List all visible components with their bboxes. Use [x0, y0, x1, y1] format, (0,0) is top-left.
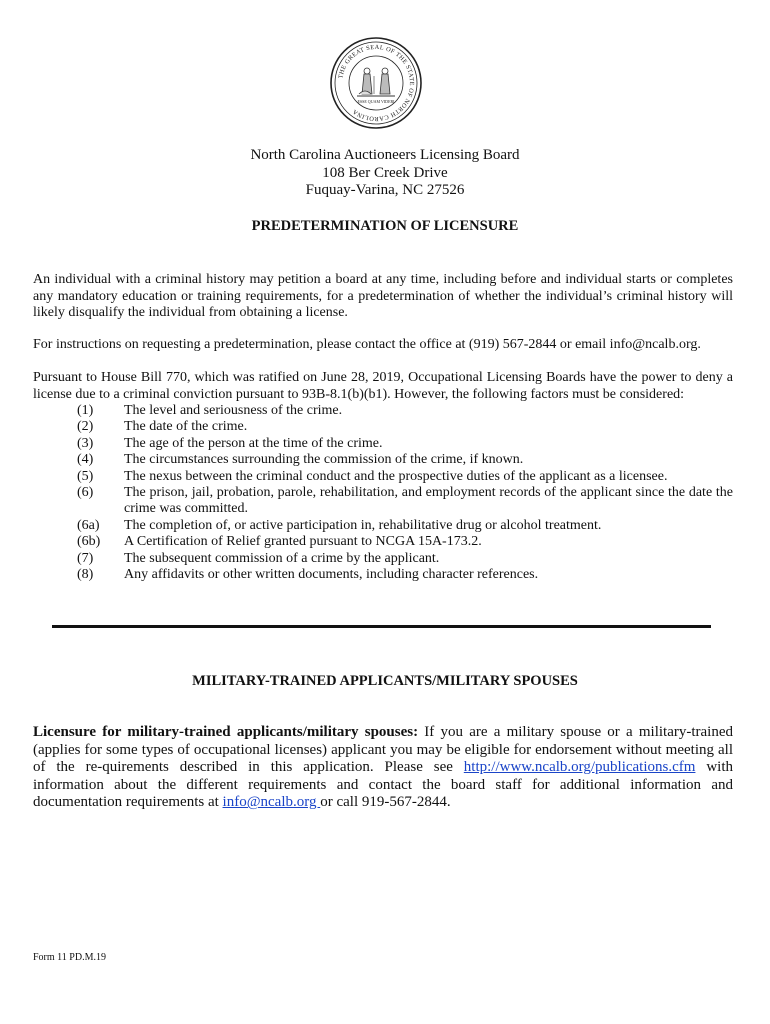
- military-text-1: If you are a military spouse or a military-trained (applies for some types of occupational licenses) applicant you may be eligible for endorsement without meeting all of the re-quirements described in this application. Please see: [33, 724, 733, 776]
- military-text-3: or call 919-567-2844.: [320, 794, 451, 811]
- factor-text: The nexus between the criminal conduct and the prospective duties of the applicant as a licensee.: [124, 468, 668, 484]
- factor-number: (1): [77, 403, 94, 418]
- factor-text: The level and seriousness of the crime.: [124, 403, 343, 418]
- address-line-2: Fuquay-Varina, NC 27526: [305, 182, 465, 198]
- list-item: [77, 518, 733, 534]
- paragraph-petition: An individual with a criminal history may petition a board at any time, including before and individual starts or completes any mandatory education or training requirements, for a predetermination of whether the individual’s criminal history will likely disqualify the individual from obtaining a license.: [33, 272, 733, 320]
- letterhead: [0, 147, 770, 200]
- paragraph-house-bill: Pursuant to House Bill 770, which was ratified on June 28, 2019, Occupational Licensing Boards have the power to deny a license due to a criminal conviction pursuant to 93B-8.1(b)(b1). However, the following factors must be considered:: [33, 370, 733, 402]
- military-section-title: MILITARY-TRAINED APPLICANTS/MILITARY SPOUSES: [192, 673, 578, 689]
- seal-ring-text: THE GREAT SEAL OF THE STATE OF NORTH CAROLINA: [337, 43, 416, 123]
- factor-text: The prison, jail, probation, parole, rehabilitation, and employment records of the applicant since the date the crime was committed.: [124, 485, 733, 517]
- factor-text: Any affidavits or other written documents, including character references.: [124, 567, 539, 583]
- section-divider: [52, 625, 711, 628]
- factor-number: (2): [77, 419, 94, 435]
- list-item: [77, 469, 733, 485]
- factor-number: (7): [77, 550, 94, 566]
- list-item: [77, 485, 733, 518]
- factor-text: The subsequent commission of a crime by the applicant.: [124, 550, 440, 566]
- military-text-2: with information about the different requirements and contact the board staff for additional information and documentation requirements at: [33, 759, 733, 811]
- list-item: [77, 436, 733, 452]
- state-seal-icon: [329, 36, 423, 130]
- factor-number: (4): [77, 452, 94, 468]
- address-line-1: 108 Ber Creek Drive: [322, 164, 448, 181]
- factor-text: The completion of, or active participation in, rehabilitative drug or alcohol treatment.: [124, 517, 602, 533]
- email-link[interactable]: info@ncalb.org: [222, 794, 321, 811]
- factor-number: (5): [77, 468, 94, 484]
- list-item: [77, 452, 733, 468]
- list-item: [77, 534, 733, 550]
- factor-number: (6b): [77, 534, 101, 550]
- publications-link[interactable]: http://www.ncalb.org/publications.cfm: [463, 759, 696, 776]
- paragraph-military: [33, 724, 733, 812]
- list-item: [77, 403, 733, 419]
- org-name: North Carolina Auctioneers Licensing Board: [250, 147, 520, 163]
- factor-number: (6): [77, 485, 94, 501]
- military-lead: Licensure for military-trained applicants/military spouses:: [33, 724, 419, 740]
- form-number: Form 11 PD.M.19: [33, 952, 106, 963]
- list-item: [77, 551, 733, 567]
- factor-number: (3): [77, 435, 94, 451]
- list-item: [77, 419, 733, 435]
- factor-number: (8): [77, 567, 94, 583]
- factors-list: [77, 403, 733, 583]
- factor-text: The date of the crime.: [124, 419, 248, 435]
- factor-text: The age of the person at the time of the crime.: [124, 435, 383, 451]
- page-title: PREDETERMINATION OF LICENSURE: [251, 218, 519, 234]
- list-item: [77, 567, 733, 583]
- factor-text: The circumstances surrounding the commission of the crime, if known.: [124, 452, 524, 468]
- seal-motto: ESSE QUAM VIDERI: [357, 99, 395, 104]
- factor-number: (6a): [77, 517, 100, 533]
- factor-text: A Certification of Relief granted pursuant to NCGA 15A-173.2.: [124, 534, 482, 550]
- paragraph-instructions: For instructions on requesting a predetermination, please contact the office at (919) 567-2844 or email info@ncalb.org.: [33, 337, 701, 352]
